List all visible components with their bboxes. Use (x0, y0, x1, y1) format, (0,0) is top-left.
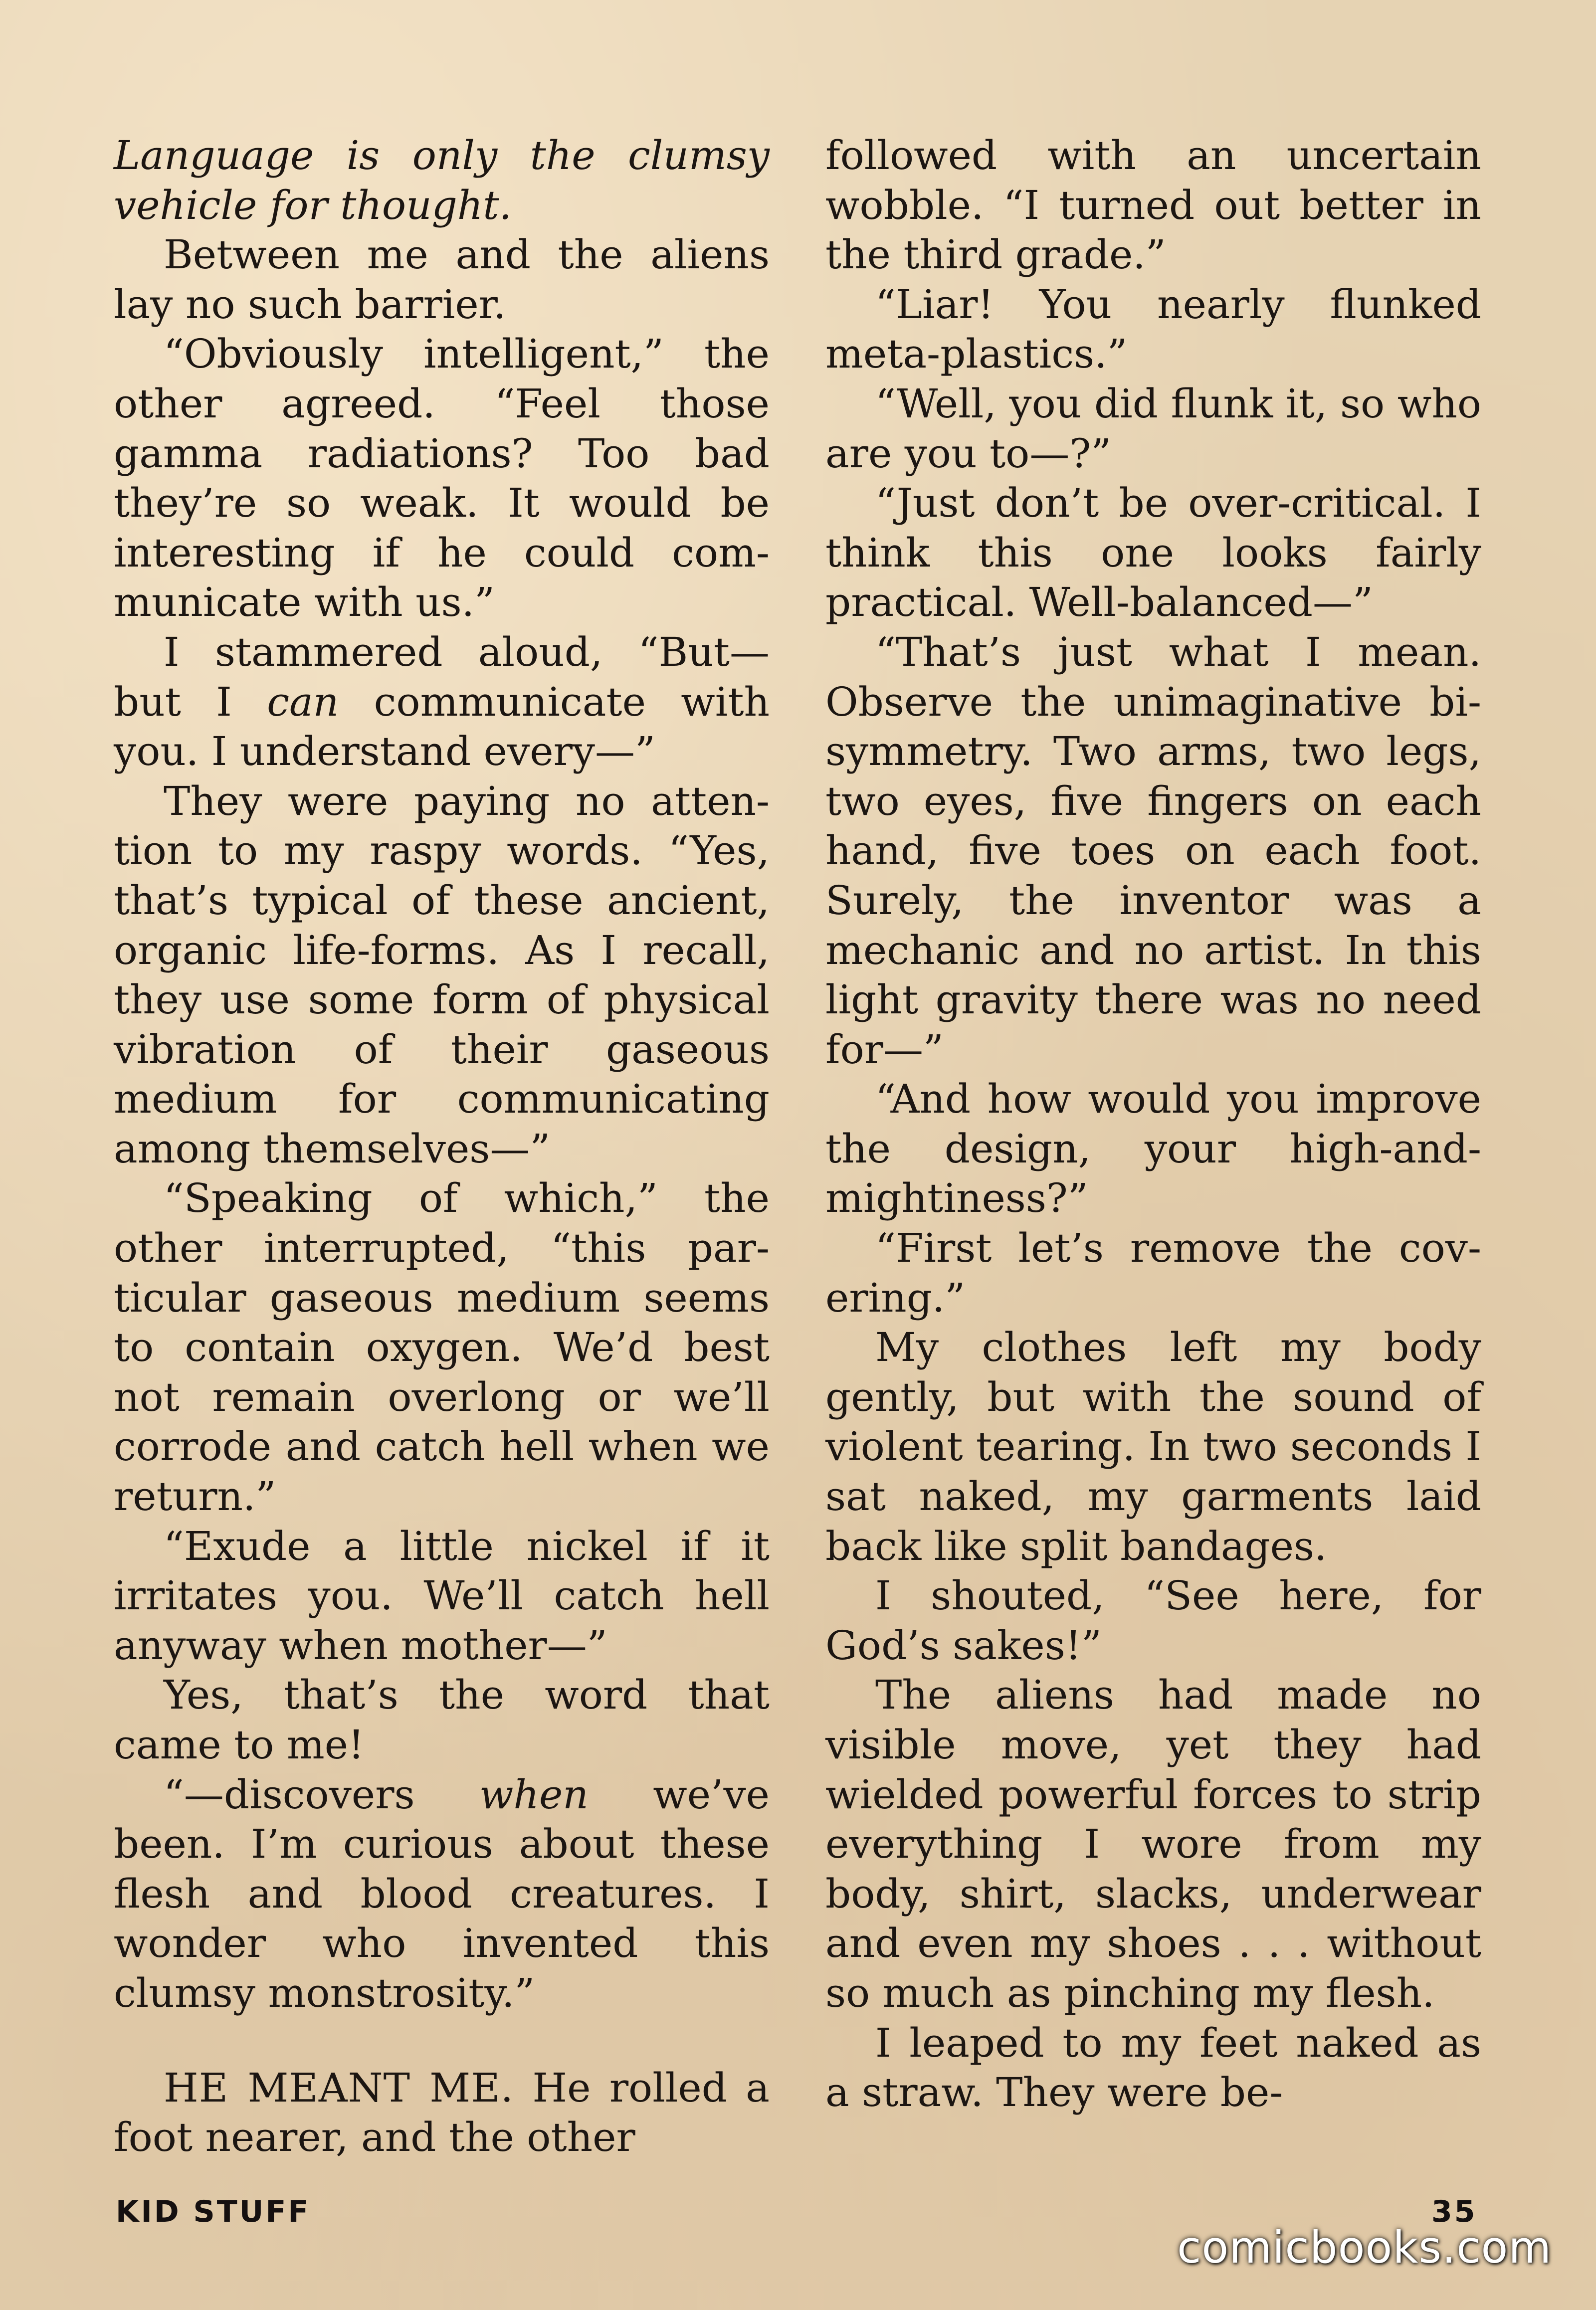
paragraph: My clothes left my body gently, but with the sound of violent tearing. In two seconds I sat naked, my garments laid back like split bandages. (825, 1324, 1481, 1569)
paragraph: “Exude a little nickel if it irritates you. We’ll catch hell anyway when mother—” (114, 1523, 770, 1669)
paragraph: followed with an uncertain wobble. “I turned out better in the third grade.” (825, 132, 1481, 278)
section-lead-in: HE MEANT ME. (164, 2064, 514, 2111)
paragraph: “Speaking of which,” the other interrupted, “this particular gaseous medium seems to contain oxygen. We’d best not remain overlong or we’ll corrode and catch hell when we return.” (114, 1175, 770, 1520)
paragraph: The aliens had made no visible move, yet they had wielded powerful forces to strip everything I wore from my body, shirt, slacks, underwear and even my shoes . . . without so much as pinching my flesh. (825, 1672, 1481, 2016)
site-watermark: comicbooks.com (1177, 2222, 1552, 2273)
paragraph: “That’s just what I mean. Observe the unimaginative bisymmetry. Two arms, two legs, two eyes, five fingers on each hand, five toes on each foot. Surely, the inventor was a mechanic and no artist. In this light gravity there was no need for—” (825, 628, 1481, 1073)
right-column (825, 131, 1481, 2118)
opening-line: Language is only the clumsy vehicle for thought. (114, 132, 770, 228)
paragraph: They were paying no attention to my raspy words. “Yes, that’s typical of these ancient, organic life-forms. As I recall, they use some form of physical vibration of their gaseous medium for communicating among themselves—” (114, 777, 770, 1172)
paragraph: “First let’s remove the covering.” (825, 1225, 1481, 1321)
paragraph: “Obviously intelligent,” the other agreed. “Feel those gamma radiations? Too bad they’re so weak. It would be interesting if he could communicate with us.” (114, 331, 770, 626)
paragraph: Between me and the aliens lay no such barrier. (114, 231, 770, 328)
paragraph: “And how would you improve the design, your high-and-mightiness?” (825, 1076, 1481, 1222)
left-column (114, 131, 770, 2162)
running-title: KID STUFF (116, 2194, 311, 2229)
paragraph: “Liar! You nearly flunked meta-plastics.” (825, 281, 1481, 378)
page-number: 35 (1431, 2194, 1477, 2229)
paragraph: “—discovers when we’ve been. I’m curious about these flesh and blood creatures. I wonder who invented this clumsy monstrosity.” (114, 1771, 770, 2016)
paragraph: I stammered aloud, “But— but I can communicate with you. I understand every—” (114, 628, 770, 775)
paragraph: “Just don’t be over-critical. I think this one looks fairly practical. Well-balanced—” (825, 480, 1481, 626)
paragraph: I leaped to my feet naked as a straw. They were be- (825, 2019, 1481, 2116)
section-lead-paragraph: HE MEANT ME. He rolled a foot nearer, and the other (114, 2064, 770, 2161)
paragraph: “Well, you did flunk it, so who are you to—?” (825, 380, 1481, 477)
paragraph: I shouted, “See here, for God’s sakes!” (825, 1572, 1481, 1669)
paragraph: Yes, that’s the word that came to me! (114, 1672, 770, 1768)
